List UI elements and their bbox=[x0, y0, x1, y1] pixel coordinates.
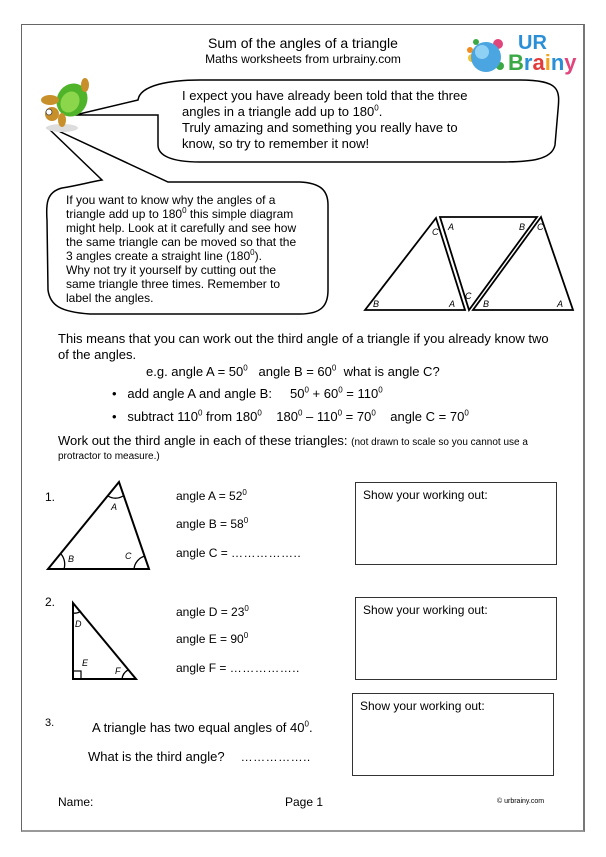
speech-bubble-1-text: I expect you have already been told that the three angles in a triangle add up to $180^0$. Truly amazing and something you really have to know, so try to remember it now! bbox=[182, 88, 468, 151]
page-number: Page 1 bbox=[285, 795, 324, 809]
instructions: Work out the third angle in each of these triangles: (not drawn to scale so you cannot use a protractor to measure.) bbox=[58, 433, 528, 462]
question-2-number: 2. bbox=[45, 595, 56, 609]
bullet-step-2: • subtract $110^0$ from $180^0$ $180^0 - 110^0 = 70^0$ angle $C = 70^0$ bbox=[112, 408, 469, 424]
diagram-label: A bbox=[557, 299, 564, 309]
angle-label: B bbox=[68, 554, 75, 564]
question-2-triangle bbox=[70, 600, 140, 682]
question-1-number: 1. bbox=[45, 490, 56, 504]
q2-answer-blank[interactable]: …………….. bbox=[229, 661, 300, 675]
diagram-label: C bbox=[465, 291, 472, 301]
q2-angle-f: angle F = …………….. bbox=[176, 661, 300, 675]
q3-working-box[interactable]: Show your working out: bbox=[352, 693, 554, 776]
worksheet-subtitle: Maths worksheets from urbrainy.com bbox=[205, 52, 401, 66]
angle-label: F bbox=[115, 666, 121, 676]
diagram-label: B bbox=[519, 222, 526, 232]
q1-angle-a: angle $A = 52^0$ bbox=[176, 488, 247, 503]
diagram-label: B bbox=[483, 299, 490, 309]
diagram-label: B bbox=[373, 299, 380, 309]
tortoise-icon bbox=[41, 78, 93, 132]
logo-ur: UR bbox=[518, 32, 547, 54]
angle-label: A bbox=[111, 502, 118, 512]
explanation-text: This means that you can work out the third angle of a triangle if you already know two of the angles. bbox=[58, 331, 549, 362]
q1-angle-c: angle C = …………….. bbox=[176, 546, 302, 560]
q2-angle-e: angle $E = 90^0$ bbox=[176, 631, 249, 646]
question-3-number: 3. bbox=[45, 717, 55, 729]
q3-answer-blank[interactable]: …………….. bbox=[240, 750, 311, 764]
triangle-rearrangement-diagram bbox=[355, 205, 585, 315]
q1-angle-b: angle $B = 58^0$ bbox=[176, 516, 249, 531]
worked-example: e.g. angle $A = 50^0$ angle $B = 60^0$ what is angle C? bbox=[146, 363, 440, 379]
diagram-label: C bbox=[432, 227, 439, 237]
q1-working-box[interactable]: Show your working out: bbox=[355, 482, 557, 565]
angle-label: D bbox=[75, 619, 82, 629]
question-1-triangle bbox=[45, 480, 155, 575]
diagram-label: A bbox=[448, 222, 455, 232]
q3-statement: A triangle has two equal angles of $40^0$. bbox=[92, 719, 313, 735]
name-label: Name: bbox=[58, 795, 94, 809]
q3-question: What is the third angle? …………….. bbox=[88, 749, 311, 764]
bullet-step-1: • add angle A and angle B: $50^0 + 60^0 = 110^0$ bbox=[112, 385, 383, 401]
diagram-label: A bbox=[449, 299, 456, 309]
diagram-label: C bbox=[537, 222, 544, 232]
logo-brainy: Brainy bbox=[508, 50, 577, 75]
angle-label: E bbox=[82, 658, 89, 668]
speech-bubble-2-text: If you want to know why the angles of a triangle add up to $180^0$ this simple diagram might help. Look at it carefully and see how the same triangle can be moved so that the 3 angles create a straight line $(180^0)$. Why not try it yourself by cutting out the same triangle three times. Remember to label the angles. bbox=[66, 193, 297, 305]
copyright: © urbrainy.com bbox=[497, 798, 545, 805]
q2-angle-d: angle $D = 23^0$ bbox=[176, 604, 249, 619]
angle-label: C bbox=[125, 551, 132, 561]
q1-answer-blank[interactable]: …………….. bbox=[231, 546, 302, 560]
q2-working-box[interactable]: Show your working out: bbox=[355, 597, 557, 680]
worksheet-title: Sum of the angles of a triangle bbox=[208, 35, 398, 51]
